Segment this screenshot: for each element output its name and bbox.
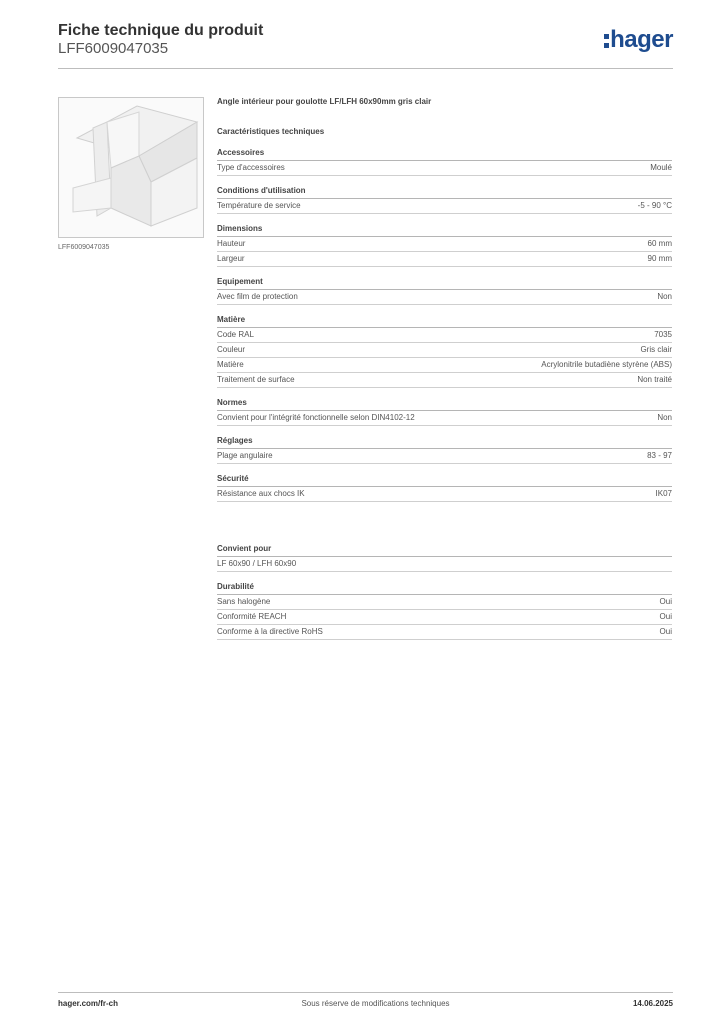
- page-footer: [58, 992, 673, 1008]
- logo-text: hager: [610, 26, 673, 53]
- spec-label: Convient pour l'intégrité fonctionnelle selon DIN4102-12: [217, 413, 415, 422]
- spec-value: Non traité: [637, 375, 672, 384]
- spec-row: [217, 487, 672, 502]
- section-title: Convient pour: [217, 543, 672, 557]
- spec-label: Avec film de protection: [217, 292, 298, 301]
- product-illustration: [59, 98, 203, 237]
- suitable-for-section: [217, 543, 672, 572]
- spec-value: Oui: [659, 627, 672, 636]
- spec-row: [217, 373, 672, 388]
- section-title: Dimensions: [217, 223, 672, 237]
- spec-content: [217, 96, 672, 640]
- spec-value: 90 mm: [647, 254, 672, 263]
- spec-value: IK07: [655, 489, 672, 498]
- spec-section: [217, 314, 672, 388]
- spec-section: [217, 185, 672, 214]
- spec-value: -5 - 90 °C: [637, 201, 672, 210]
- logo-dots-icon: [604, 33, 609, 49]
- spec-row: [217, 199, 672, 214]
- spec-value: Non: [657, 413, 672, 422]
- spec-section: [217, 223, 672, 267]
- spec-value: Non: [657, 292, 672, 301]
- spec-label: Conforme à la directive RoHS: [217, 627, 323, 636]
- spec-label: Largeur: [217, 254, 245, 263]
- spec-section: [217, 473, 672, 502]
- spec-row: [217, 358, 672, 373]
- spec-row: [217, 625, 672, 640]
- spec-row: [217, 161, 672, 176]
- spec-row: [217, 610, 672, 625]
- spec-section: [217, 581, 672, 640]
- spec-label: Plage angulaire: [217, 451, 273, 460]
- spec-section: [217, 435, 672, 464]
- spec-row: [217, 343, 672, 358]
- spec-label: Sans halogène: [217, 597, 271, 606]
- spec-section: [217, 276, 672, 305]
- spec-label: Résistance aux chocs IK: [217, 489, 305, 498]
- section-title: Conditions d'utilisation: [217, 185, 672, 199]
- section-title: Durabilité: [217, 581, 672, 595]
- spec-label: Conformité REACH: [217, 612, 287, 621]
- section-title: Réglages: [217, 435, 672, 449]
- spec-label: Température de service: [217, 201, 301, 210]
- footer-website: hager.com/fr-ch: [58, 999, 119, 1008]
- spec-row: [217, 252, 672, 267]
- characteristics-heading: Caractéristiques techniques: [217, 127, 325, 136]
- spec-value: 83 - 97: [647, 451, 672, 460]
- product-title: Angle intérieur pour goulotte LF/LFH 60x90mm gris clair: [217, 97, 432, 106]
- spec-label: Couleur: [217, 345, 246, 354]
- spec-label: Hauteur: [217, 239, 246, 248]
- spec-row: [217, 411, 672, 426]
- durability-section: [217, 581, 672, 640]
- spec-label: Type d'accessoires: [217, 163, 285, 172]
- spec-sections: [217, 147, 672, 502]
- image-caption: LFF6009047035: [58, 244, 110, 251]
- product-reference: LFF6009047035: [58, 40, 169, 57]
- spec-row: [217, 237, 672, 252]
- spec-row: [217, 328, 672, 343]
- spec-value: 7035: [654, 330, 672, 339]
- hager-logo: [604, 26, 673, 54]
- spec-row: [217, 557, 672, 572]
- spec-label: Matière: [217, 360, 244, 369]
- spec-label: Code RAL: [217, 330, 254, 339]
- spec-row: [217, 290, 672, 305]
- section-title: Matière: [217, 314, 672, 328]
- footer-date: 14.06.2025: [632, 999, 673, 1008]
- spec-section: [217, 543, 672, 572]
- footer-note: Sous réserve de modifications techniques: [301, 999, 450, 1008]
- spec-section: [217, 397, 672, 426]
- page-header: [58, 22, 673, 69]
- section-title: Accessoires: [217, 147, 672, 161]
- spec-value: Acrylonitrile butadiène styrène (ABS): [541, 360, 672, 369]
- spec-section: [217, 147, 672, 176]
- spec-row: [217, 595, 672, 610]
- section-title: Normes: [217, 397, 672, 411]
- spec-value: Oui: [659, 612, 672, 621]
- spec-row: [217, 449, 672, 464]
- spec-value: Moulé: [650, 163, 672, 172]
- spec-label: LF 60x90 / LFH 60x90: [217, 559, 297, 568]
- spec-value: 60 mm: [647, 239, 672, 248]
- section-title: Equipement: [217, 276, 672, 290]
- spec-value: Gris clair: [640, 345, 672, 354]
- spec-label: Traitement de surface: [217, 375, 295, 384]
- spec-value: Oui: [659, 597, 672, 606]
- product-image: [58, 97, 204, 238]
- section-title: Sécurité: [217, 473, 672, 487]
- page-title: Fiche technique du produit: [58, 22, 264, 39]
